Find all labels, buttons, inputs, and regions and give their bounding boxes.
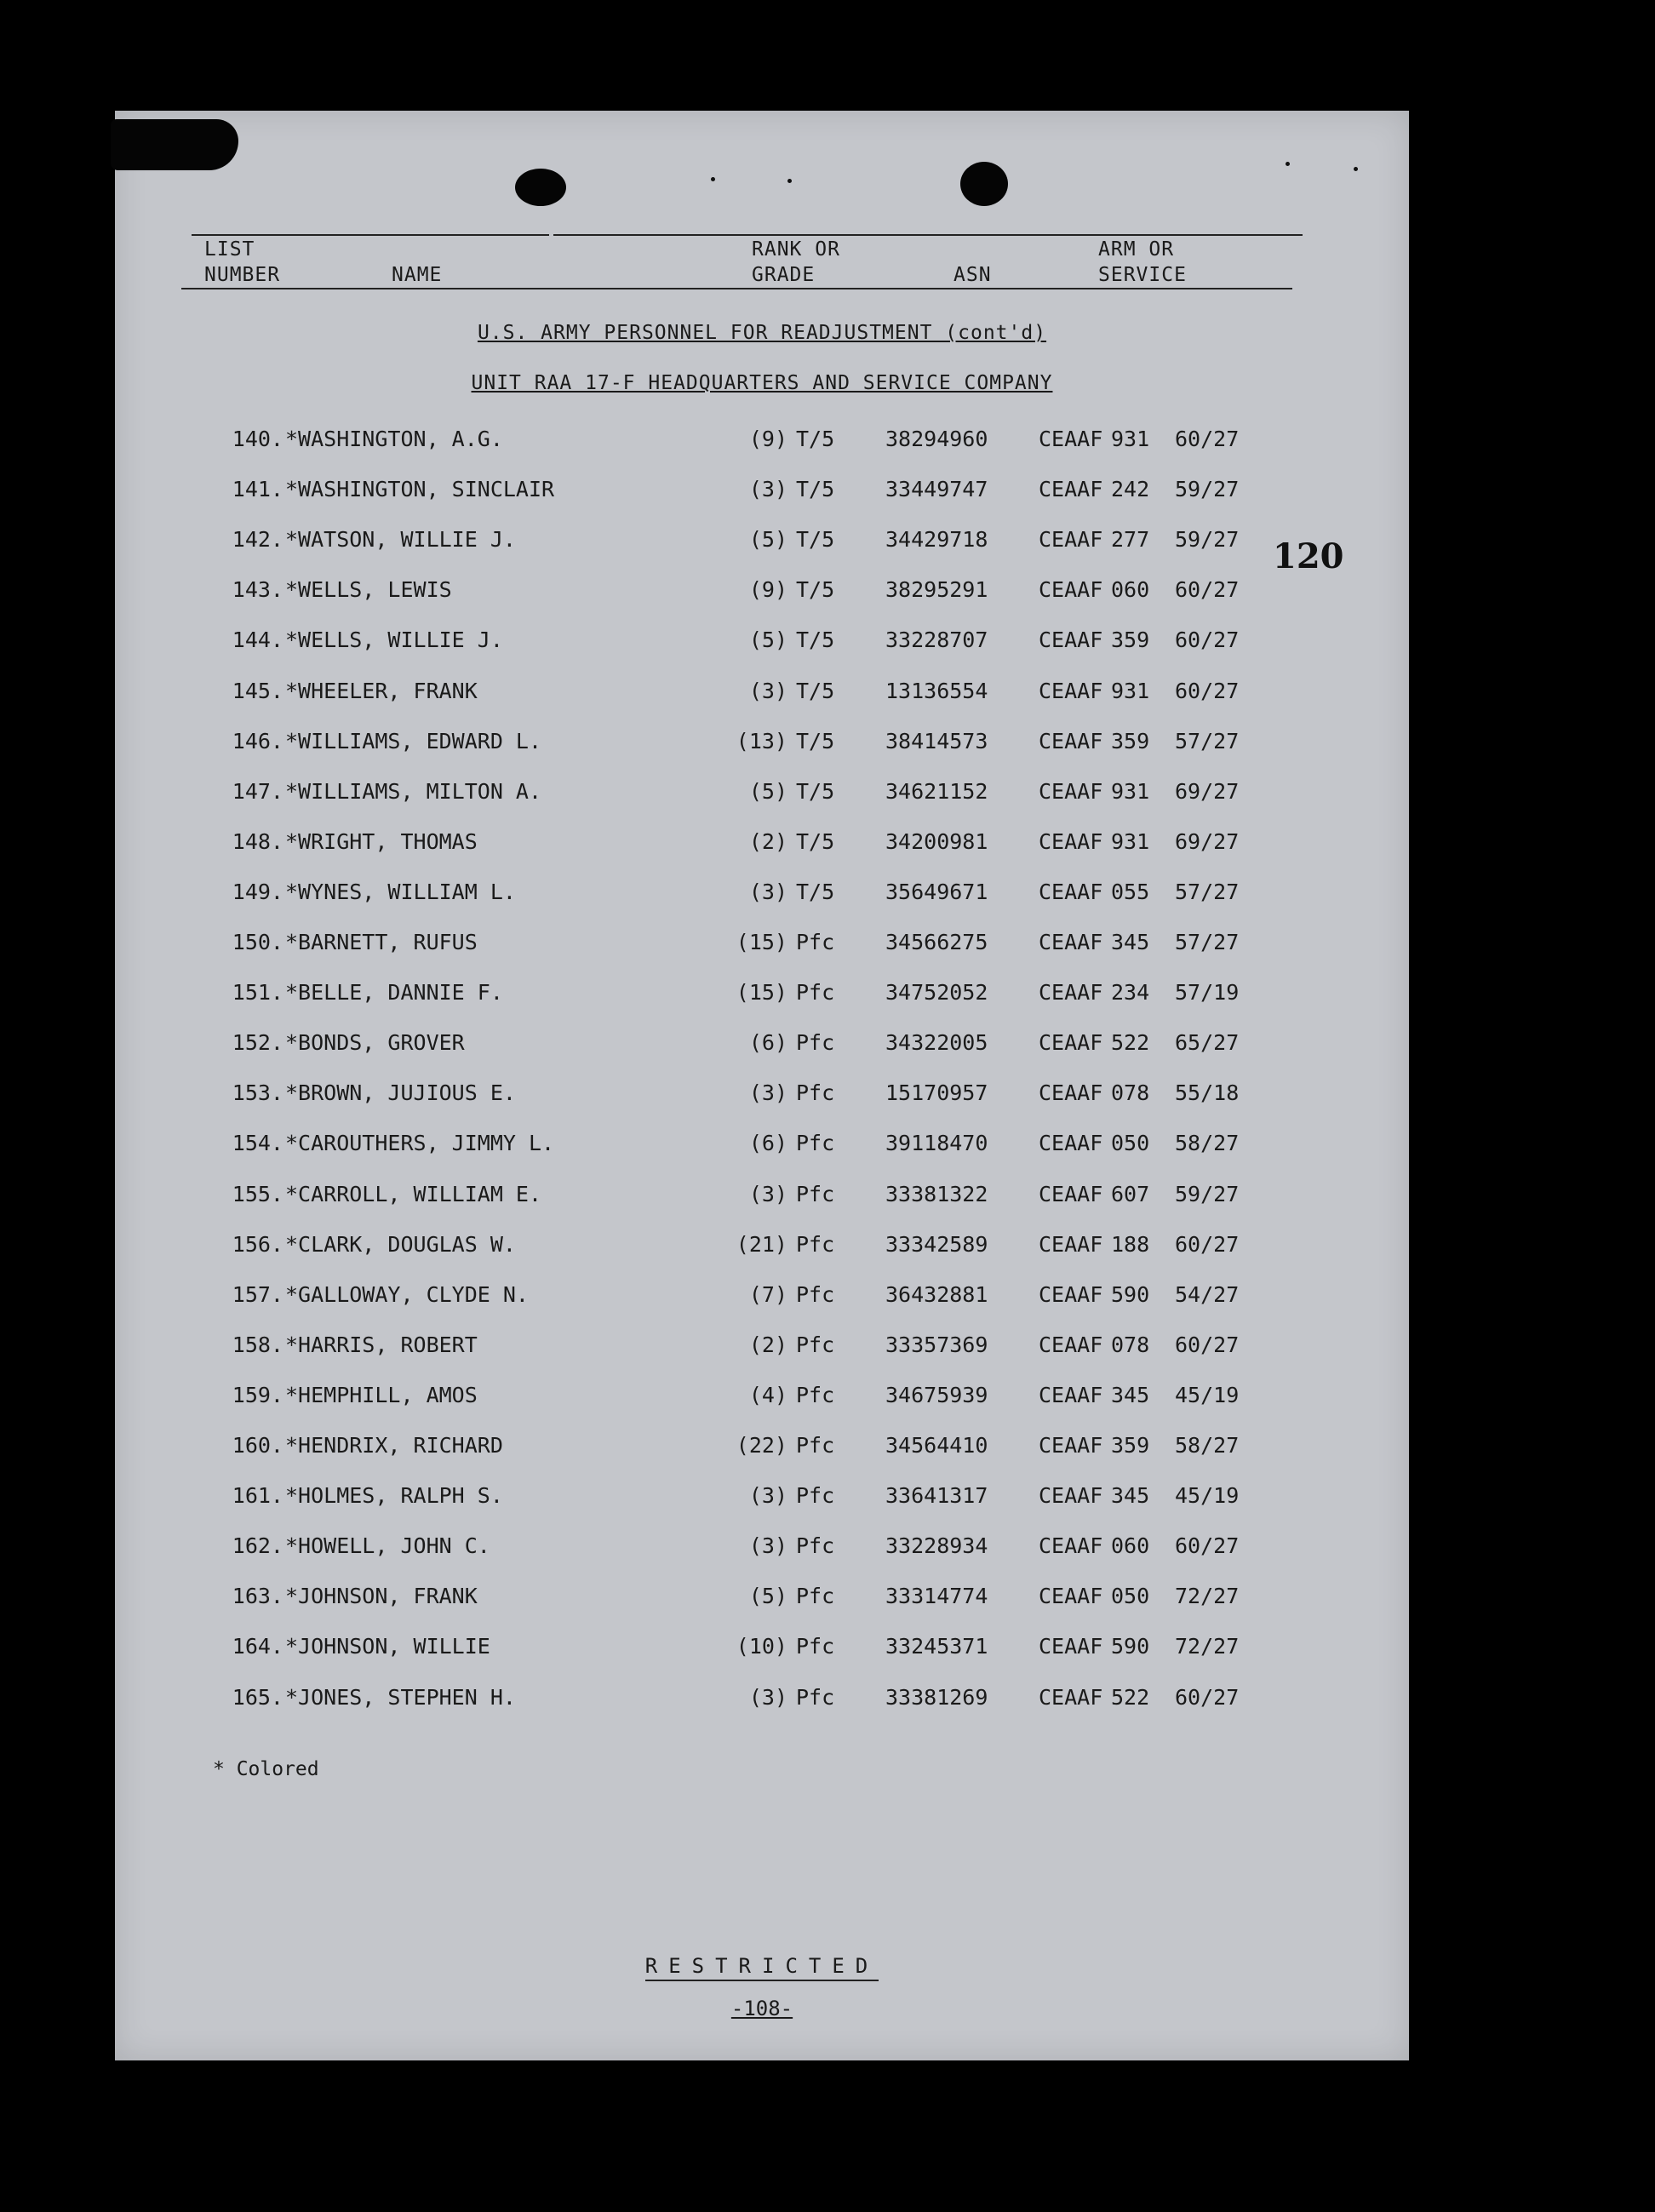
list-number: 158. bbox=[232, 1332, 283, 1357]
rank-grade: T/5 bbox=[796, 627, 835, 652]
army-serial-number: 36432881 bbox=[885, 1282, 988, 1307]
service-count: (3) bbox=[748, 1483, 787, 1508]
list-number: 146. bbox=[232, 729, 283, 754]
score-ratio: 57/27 bbox=[1175, 729, 1240, 754]
score-ratio: 60/27 bbox=[1175, 1685, 1240, 1710]
arm-service: CEAAF bbox=[1039, 1584, 1103, 1608]
page-number bbox=[115, 1997, 1409, 2020]
folio-number: 120 bbox=[1273, 536, 1344, 576]
speck bbox=[787, 179, 792, 183]
army-serial-number: 35649671 bbox=[885, 880, 988, 904]
score-ratio: 60/27 bbox=[1175, 1232, 1240, 1257]
service-code: 050 bbox=[1111, 1131, 1150, 1155]
rank-grade: T/5 bbox=[796, 427, 835, 451]
person-name: *CLARK, DOUGLAS W. bbox=[285, 1232, 516, 1257]
list-number: 141. bbox=[232, 477, 283, 501]
service-code: 060 bbox=[1111, 1533, 1150, 1558]
arm-service: CEAAF bbox=[1039, 577, 1103, 602]
person-name: *JOHNSON, FRANK bbox=[285, 1584, 478, 1608]
punch-hole-right bbox=[960, 162, 1008, 206]
list-number: 154. bbox=[232, 1131, 283, 1155]
service-count: (15) bbox=[736, 980, 787, 1005]
arm-service: CEAAF bbox=[1039, 980, 1103, 1005]
service-count: (15) bbox=[736, 930, 787, 954]
speck bbox=[1286, 162, 1290, 166]
score-ratio: 59/27 bbox=[1175, 477, 1240, 501]
rank-grade: Pfc bbox=[796, 1332, 835, 1357]
list-number: 153. bbox=[232, 1080, 283, 1105]
arm-service: CEAAF bbox=[1039, 1030, 1103, 1055]
service-code: 345 bbox=[1111, 1483, 1150, 1508]
army-serial-number: 38295291 bbox=[885, 577, 988, 602]
score-ratio: 60/27 bbox=[1175, 1332, 1240, 1357]
rank-grade: T/5 bbox=[796, 729, 835, 754]
army-serial-number: 34429718 bbox=[885, 527, 988, 552]
service-count: (3) bbox=[748, 1685, 787, 1710]
arm-service: CEAAF bbox=[1039, 477, 1103, 501]
rank-grade: T/5 bbox=[796, 829, 835, 854]
person-name: *HOWELL, JOHN C. bbox=[285, 1533, 490, 1558]
score-ratio: 58/27 bbox=[1175, 1131, 1240, 1155]
service-code: 345 bbox=[1111, 1383, 1150, 1407]
header-rule-top-left bbox=[192, 234, 549, 236]
service-count: (9) bbox=[748, 427, 787, 451]
arm-service: CEAAF bbox=[1039, 930, 1103, 954]
list-number: 142. bbox=[232, 527, 283, 552]
score-ratio: 58/27 bbox=[1175, 1433, 1240, 1458]
army-serial-number: 33314774 bbox=[885, 1584, 988, 1608]
score-ratio: 59/27 bbox=[1175, 1182, 1240, 1206]
corner-ink-blot bbox=[111, 119, 238, 170]
arm-service: CEAAF bbox=[1039, 1634, 1103, 1659]
list-number: 149. bbox=[232, 880, 283, 904]
unit-title bbox=[115, 372, 1409, 394]
document-title bbox=[115, 322, 1409, 344]
score-ratio: 59/27 bbox=[1175, 527, 1240, 552]
document-title-text: U.S. ARMY PERSONNEL FOR READJUSTMENT (cont'd) bbox=[477, 322, 1047, 344]
list-number: 145. bbox=[232, 679, 283, 703]
person-name: *WATSON, WILLIE J. bbox=[285, 527, 516, 552]
document-page bbox=[115, 111, 1409, 2060]
service-count: (9) bbox=[748, 577, 787, 602]
army-serial-number: 38294960 bbox=[885, 427, 988, 451]
service-count: (2) bbox=[748, 1332, 787, 1357]
rank-grade: Pfc bbox=[796, 1131, 835, 1155]
service-code: 234 bbox=[1111, 980, 1150, 1005]
header-rule-bottom bbox=[181, 288, 1292, 289]
classification-text: RESTRICTED bbox=[645, 1954, 879, 1981]
list-number: 161. bbox=[232, 1483, 283, 1508]
score-ratio: 72/27 bbox=[1175, 1584, 1240, 1608]
column-header-asn: ASN bbox=[953, 264, 992, 286]
arm-service: CEAAF bbox=[1039, 1383, 1103, 1407]
service-count: (3) bbox=[748, 679, 787, 703]
arm-service: CEAAF bbox=[1039, 729, 1103, 754]
service-code: 931 bbox=[1111, 427, 1150, 451]
arm-service: CEAAF bbox=[1039, 527, 1103, 552]
rank-grade: T/5 bbox=[796, 779, 835, 804]
column-header-name: NAME bbox=[392, 264, 443, 286]
army-serial-number: 33381269 bbox=[885, 1685, 988, 1710]
army-serial-number: 34566275 bbox=[885, 930, 988, 954]
list-number: 143. bbox=[232, 577, 283, 602]
army-serial-number: 15170957 bbox=[885, 1080, 988, 1105]
army-serial-number: 34621152 bbox=[885, 779, 988, 804]
score-ratio: 72/27 bbox=[1175, 1634, 1240, 1659]
person-name: *BROWN, JUJIOUS E. bbox=[285, 1080, 516, 1105]
rank-grade: Pfc bbox=[796, 1232, 835, 1257]
arm-service: CEAAF bbox=[1039, 679, 1103, 703]
arm-service: CEAAF bbox=[1039, 1232, 1103, 1257]
arm-service: CEAAF bbox=[1039, 1533, 1103, 1558]
person-name: *GALLOWAY, CLYDE N. bbox=[285, 1282, 529, 1307]
score-ratio: 69/27 bbox=[1175, 779, 1240, 804]
column-header-rank: RANK OR GRADE bbox=[752, 238, 840, 286]
service-code: 359 bbox=[1111, 1433, 1150, 1458]
army-serial-number: 33449747 bbox=[885, 477, 988, 501]
person-name: *WILLIAMS, MILTON A. bbox=[285, 779, 542, 804]
person-name: *WELLS, LEWIS bbox=[285, 577, 452, 602]
service-count: (6) bbox=[748, 1030, 787, 1055]
service-code: 078 bbox=[1111, 1332, 1150, 1357]
person-name: *WASHINGTON, A.G. bbox=[285, 427, 503, 451]
army-serial-number: 34564410 bbox=[885, 1433, 988, 1458]
person-name: *WASHINGTON, SINCLAIR bbox=[285, 477, 555, 501]
arm-service: CEAAF bbox=[1039, 880, 1103, 904]
person-name: *HEMPHILL, AMOS bbox=[285, 1383, 478, 1407]
service-code: 345 bbox=[1111, 930, 1150, 954]
arm-service: CEAAF bbox=[1039, 627, 1103, 652]
arm-service: CEAAF bbox=[1039, 1131, 1103, 1155]
person-name: *WYNES, WILLIAM L. bbox=[285, 880, 516, 904]
army-serial-number: 34322005 bbox=[885, 1030, 988, 1055]
army-serial-number: 34675939 bbox=[885, 1383, 988, 1407]
arm-service: CEAAF bbox=[1039, 1332, 1103, 1357]
army-serial-number: 38414573 bbox=[885, 729, 988, 754]
service-count: (2) bbox=[748, 829, 787, 854]
list-number: 163. bbox=[232, 1584, 283, 1608]
speck bbox=[711, 177, 715, 181]
arm-service: CEAAF bbox=[1039, 1433, 1103, 1458]
rank-grade: Pfc bbox=[796, 1282, 835, 1307]
arm-service: CEAAF bbox=[1039, 1685, 1103, 1710]
service-code: 607 bbox=[1111, 1182, 1150, 1206]
arm-service: CEAAF bbox=[1039, 1080, 1103, 1105]
list-number: 150. bbox=[232, 930, 283, 954]
service-code: 078 bbox=[1111, 1080, 1150, 1105]
header-rule-top-right bbox=[553, 234, 1303, 236]
service-count: (3) bbox=[748, 1080, 787, 1105]
score-ratio: 57/19 bbox=[1175, 980, 1240, 1005]
arm-service: CEAAF bbox=[1039, 1282, 1103, 1307]
list-number: 162. bbox=[232, 1533, 283, 1558]
service-count: (6) bbox=[748, 1131, 787, 1155]
service-count: (21) bbox=[736, 1232, 787, 1257]
column-header-list-number: LIST NUMBER bbox=[204, 238, 281, 286]
rank-grade: Pfc bbox=[796, 1383, 835, 1407]
service-code: 931 bbox=[1111, 779, 1150, 804]
army-serial-number: 33357369 bbox=[885, 1332, 988, 1357]
army-serial-number: 13136554 bbox=[885, 679, 988, 703]
speck bbox=[1354, 167, 1358, 171]
service-code: 931 bbox=[1111, 829, 1150, 854]
service-code: 055 bbox=[1111, 880, 1150, 904]
footnote: * Colored bbox=[213, 1758, 319, 1780]
service-code: 060 bbox=[1111, 577, 1150, 602]
list-number: 155. bbox=[232, 1182, 283, 1206]
list-number: 147. bbox=[232, 779, 283, 804]
person-name: *HARRIS, ROBERT bbox=[285, 1332, 478, 1357]
score-ratio: 60/27 bbox=[1175, 679, 1240, 703]
service-count: (7) bbox=[748, 1282, 787, 1307]
service-code: 359 bbox=[1111, 729, 1150, 754]
list-number: 160. bbox=[232, 1433, 283, 1458]
army-serial-number: 33228934 bbox=[885, 1533, 988, 1558]
score-ratio: 57/27 bbox=[1175, 930, 1240, 954]
score-ratio: 65/27 bbox=[1175, 1030, 1240, 1055]
list-number: 157. bbox=[232, 1282, 283, 1307]
rank-grade: T/5 bbox=[796, 527, 835, 552]
score-ratio: 69/27 bbox=[1175, 829, 1240, 854]
rank-grade: T/5 bbox=[796, 679, 835, 703]
page-number-text: -108- bbox=[730, 1997, 793, 2020]
army-serial-number: 39118470 bbox=[885, 1131, 988, 1155]
service-code: 359 bbox=[1111, 627, 1150, 652]
arm-service: CEAAF bbox=[1039, 829, 1103, 854]
rank-grade: Pfc bbox=[796, 1533, 835, 1558]
person-name: *WHEELER, FRANK bbox=[285, 679, 478, 703]
punch-hole-left bbox=[515, 169, 566, 206]
list-number: 148. bbox=[232, 829, 283, 854]
arm-service: CEAAF bbox=[1039, 1483, 1103, 1508]
person-name: *BELLE, DANNIE F. bbox=[285, 980, 503, 1005]
army-serial-number: 33381322 bbox=[885, 1182, 988, 1206]
rank-grade: Pfc bbox=[796, 1584, 835, 1608]
service-count: (13) bbox=[736, 729, 787, 754]
column-header-arm: ARM OR SERVICE bbox=[1098, 238, 1187, 286]
service-count: (5) bbox=[748, 779, 787, 804]
score-ratio: 57/27 bbox=[1175, 880, 1240, 904]
service-code: 522 bbox=[1111, 1030, 1150, 1055]
army-serial-number: 33228707 bbox=[885, 627, 988, 652]
score-ratio: 60/27 bbox=[1175, 1533, 1240, 1558]
service-code: 050 bbox=[1111, 1584, 1150, 1608]
service-count: (3) bbox=[748, 477, 787, 501]
score-ratio: 54/27 bbox=[1175, 1282, 1240, 1307]
arm-service: CEAAF bbox=[1039, 427, 1103, 451]
rank-grade: Pfc bbox=[796, 1030, 835, 1055]
score-ratio: 60/27 bbox=[1175, 427, 1240, 451]
service-code: 242 bbox=[1111, 477, 1150, 501]
person-name: *CAROUTHERS, JIMMY L. bbox=[285, 1131, 555, 1155]
service-count: (3) bbox=[748, 880, 787, 904]
list-number: 165. bbox=[232, 1685, 283, 1710]
person-name: *CARROLL, WILLIAM E. bbox=[285, 1182, 542, 1206]
service-code: 590 bbox=[1111, 1634, 1150, 1659]
service-code: 590 bbox=[1111, 1282, 1150, 1307]
score-ratio: 45/19 bbox=[1175, 1483, 1240, 1508]
arm-service: CEAAF bbox=[1039, 779, 1103, 804]
service-count: (4) bbox=[748, 1383, 787, 1407]
list-number: 151. bbox=[232, 980, 283, 1005]
army-serial-number: 33342589 bbox=[885, 1232, 988, 1257]
rank-grade: Pfc bbox=[796, 1685, 835, 1710]
rank-grade: Pfc bbox=[796, 1080, 835, 1105]
rank-grade: Pfc bbox=[796, 1182, 835, 1206]
service-count: (5) bbox=[748, 1584, 787, 1608]
list-number: 144. bbox=[232, 627, 283, 652]
service-code: 188 bbox=[1111, 1232, 1150, 1257]
person-name: *WILLIAMS, EDWARD L. bbox=[285, 729, 542, 754]
score-ratio: 60/27 bbox=[1175, 577, 1240, 602]
score-ratio: 45/19 bbox=[1175, 1383, 1240, 1407]
service-count: (3) bbox=[748, 1182, 787, 1206]
person-name: *JONES, STEPHEN H. bbox=[285, 1685, 516, 1710]
service-code: 277 bbox=[1111, 527, 1150, 552]
rank-grade: Pfc bbox=[796, 980, 835, 1005]
army-serial-number: 34752052 bbox=[885, 980, 988, 1005]
rank-grade: T/5 bbox=[796, 577, 835, 602]
service-count: (22) bbox=[736, 1433, 787, 1458]
person-name: *HENDRIX, RICHARD bbox=[285, 1433, 503, 1458]
person-name: *JOHNSON, WILLIE bbox=[285, 1634, 490, 1659]
list-number: 152. bbox=[232, 1030, 283, 1055]
list-number: 140. bbox=[232, 427, 283, 451]
person-name: *BARNETT, RUFUS bbox=[285, 930, 478, 954]
service-count: (3) bbox=[748, 1533, 787, 1558]
person-name: *BONDS, GROVER bbox=[285, 1030, 465, 1055]
arm-service: CEAAF bbox=[1039, 1182, 1103, 1206]
list-number: 156. bbox=[232, 1232, 283, 1257]
score-ratio: 55/18 bbox=[1175, 1080, 1240, 1105]
service-count: (5) bbox=[748, 627, 787, 652]
unit-title-text: UNIT RAA 17-F HEADQUARTERS AND SERVICE COMPANY bbox=[471, 372, 1053, 394]
service-count: (5) bbox=[748, 527, 787, 552]
service-code: 522 bbox=[1111, 1685, 1150, 1710]
service-count: (10) bbox=[736, 1634, 787, 1659]
person-name: *HOLMES, RALPH S. bbox=[285, 1483, 503, 1508]
rank-grade: Pfc bbox=[796, 1433, 835, 1458]
list-number: 164. bbox=[232, 1634, 283, 1659]
army-serial-number: 34200981 bbox=[885, 829, 988, 854]
person-name: *WRIGHT, THOMAS bbox=[285, 829, 478, 854]
rank-grade: T/5 bbox=[796, 477, 835, 501]
army-serial-number: 33641317 bbox=[885, 1483, 988, 1508]
score-ratio: 60/27 bbox=[1175, 627, 1240, 652]
rank-grade: Pfc bbox=[796, 1483, 835, 1508]
rank-grade: T/5 bbox=[796, 880, 835, 904]
list-number: 159. bbox=[232, 1383, 283, 1407]
rank-grade: Pfc bbox=[796, 1634, 835, 1659]
rank-grade: Pfc bbox=[796, 930, 835, 954]
classification-marking bbox=[115, 1954, 1409, 1978]
person-name: *WELLS, WILLIE J. bbox=[285, 627, 503, 652]
army-serial-number: 33245371 bbox=[885, 1634, 988, 1659]
service-code: 931 bbox=[1111, 679, 1150, 703]
